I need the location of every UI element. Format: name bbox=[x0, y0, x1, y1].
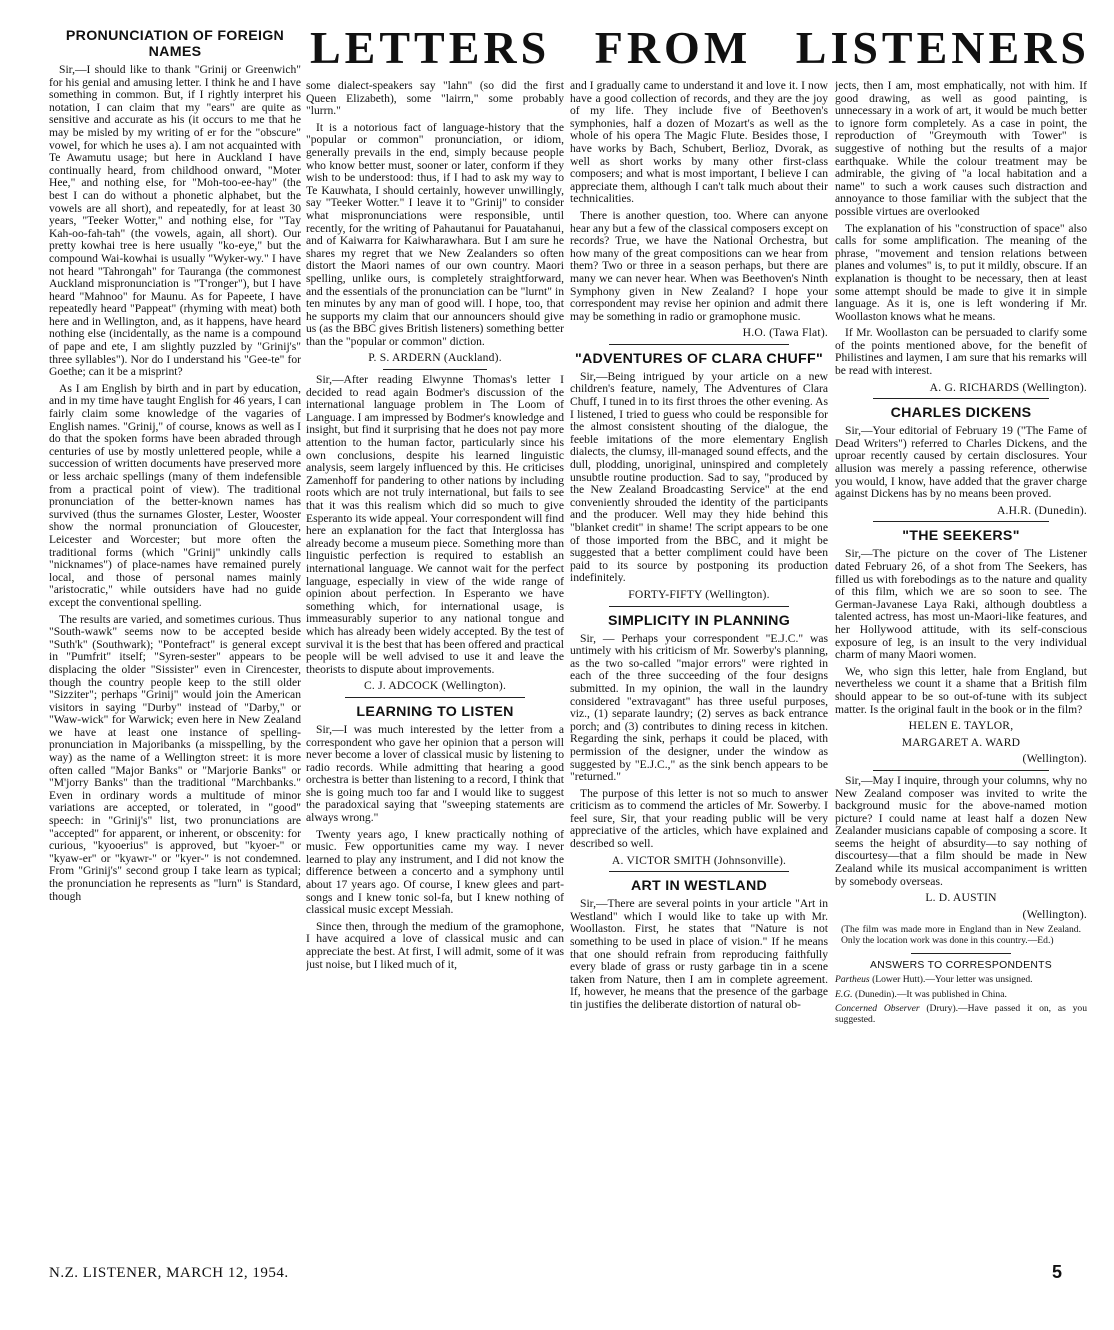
section-heading: "ADVENTURES OF CLARA CHUFF" bbox=[574, 350, 824, 367]
answer-name: Partheus bbox=[835, 974, 870, 986]
masthead-word: FROM bbox=[594, 22, 752, 73]
letter-paragraph: Sir,—I was much interested by the letter from a correspondent who gave her opinion that a person will never become a lover of classical music by listening to radio records. While admitting that hearing a good orchestra is better than listening to a record, I think that she is going much too far and I would like to suggest the paradoxical saying that "sweeping statements are always wrong." bbox=[306, 722, 564, 825]
letter-signature: C. J. ADCOCK (Wellington). bbox=[363, 679, 507, 693]
letter-paragraph: Sir,—After reading Elwynne Thomas's letter I decided to read again Bodmer's discussion of the international language problem in The Loom of Language. I am impressed by Bodmer's knowledge and insight, but find it surprising that he does not pay more attention to the human factor, particularly since his own conclusions, despite his learned linguistic analysis, seem largely influenced by this. He criticises Zamenhoff for pandering to other nations by including roots which are not truly international, but fails to see that it was this realism which did so much to give Esperanto its wide appeal. Your correspondent will find here an explanation for the fact that Interglossa has already become a museum piece. Something more than linguistic perfection is required to establish an international language. We cannot wait for the perfect language, especially in view of the wide range of opinion about perfection. In Esperanto we have something which, for international usage, is immeasurably superior to any national tongue and which has already been widely accepted. By the test of survival it is the best that has been offered and practical people will be well advised to use it and leave the theorists to dispute about improvements. bbox=[306, 373, 564, 676]
answers-heading: ANSWERS TO CORRESPONDENTS bbox=[869, 959, 1053, 971]
divider bbox=[345, 697, 526, 698]
letter-paragraph: Sir,—May I inquire, through your columns, why no New Zealand composer was invited to write the background music for the above-named motion picture? I could name at least half a dozen New Zealander musicians capable of composing a score. It seems the height of absurdity—to say nothing of discourtesy—that a film should be made in New Zealand while its musical accompaniment is written by somebody overseas. bbox=[835, 773, 1087, 888]
letter-signature: A. VICTOR SMITH (Johnsonville). bbox=[611, 853, 787, 867]
letter-paragraph: jects, then I am, most emphatically, not with him. If good drawing, as well as good painting, is unnecessary in a work of art, it would be much better to ignore form completely. As a case in point, the reproduction of "Greymouth with Tower" is suggestive of nothing but the results of a major earthquake. While the colour treatment may be admirable, the giving of "a local habitation and a name" to such a work causes such distraction and annoyance to those familiar with the subject that the possible virtues are overlooked bbox=[835, 80, 1087, 218]
answer-name: Concerned Observer bbox=[835, 1003, 920, 1015]
divider bbox=[609, 344, 790, 345]
letter-signature: FORTY-FIFTY (Wellington). bbox=[628, 587, 770, 601]
letter-paragraph: If Mr. Woollaston can be persuaded to clarify some of the points mentioned above, for the benefit of Philistines and laymen, I am sure that his remarks will be read with interest. bbox=[835, 326, 1087, 378]
letter-paragraph: The purpose of this letter is not so much to answer criticism as to commend the articles of Mr. Sowerby. I feel sure, Sir, that your reading public will be very appreciative of the articles, which have explained and described so well. bbox=[570, 786, 828, 851]
letter-paragraph: As I am English by birth and in part by education, and in my time have taught English for 46 years, I can fairly claim some knowledge of the vagaries of English names. "Grinij," of course, knows as well as I do that the spoken forms have been abraded through centuries of use by mostly unlettered people, while a succession of written documents have preserved more or less archaic spellings (many of them indefensible from a practical point of view). The traditional pronunciation of the better-known names has survived (thus the surnames Gloster, Lester, Wooster show the normal pronunciation of Gloucester, Leicester and Worcester; but more often the traditional forms (which "Grinij" unkindly calls "nicknames") of place-names have remained purely local, and those of personal names mainly "aristocratic," while outsiders have had no guide except the conventional spelling. bbox=[49, 381, 301, 609]
letter-signature: A.H.R. (Dunedin). bbox=[996, 503, 1087, 517]
answer-text: (Lower Hutt).—Your letter was unsigned. bbox=[872, 974, 1033, 986]
divider bbox=[873, 521, 1049, 522]
letter-signature: P. S. ARDERN (Auckland). bbox=[368, 351, 502, 365]
letter-paragraph: Sir,—There are several points in your article "Art in Westland" which I would like to take up with Mr. Woollaston. First, he states that "Nature is not something to be used in place of vision." If he means that one should refrain from reproducing faithfully every blade of grass or rusty garbage tin in a scene taken from Nature, then I am in complete agreement. If, however, he means that the presence of the garbage tin justifies the deliberate distortion of natural ob- bbox=[570, 897, 828, 1011]
letter-signature: (Wellington). bbox=[1022, 752, 1087, 766]
answer-name: E.G. bbox=[835, 988, 853, 1000]
letter-paragraph: The results are varied, and sometimes curious. Thus "South-wawk" seems now to be accepted beside "Suth'k" (Southwark); "Pontefract" is general except in "Pumfrit" itself; "Syren-sester" appears to be displacing the older "Sissister" even in Cirencester, though the country people keep to the still older "Sizziter"; perhaps "Grinij" would join the American visitors in saying "Durby" instead of "Darby," or "Waw-wick" for Warwick; even here in New Zealand we have at least one instance of spelling-pronunciation in Majoribanks (a misspelling, by the way) as the name of a Wellington street: it is more often called "Major Banks" or "Marjorie Banks" or "M'jorry Banks" than the traditional "Marchbanks." Even in ordinary words a multitude of minor variations are accepted, or tolerated, in "good" speech: in "Grinij's" list, two pronunciations are "accepted" for apparent, or inherent, or obscenity: for curious, "kyooerius" is approved, but "kyoer-" or "kyaw-er" or "kyawr-" or "kyer-" is not condemned. From "Grinij's" second group I take learn as typical; the pronunciation he represents as "lurn" is Standard, though bbox=[49, 612, 301, 903]
column-3 bbox=[570, 80, 828, 1260]
column-2 bbox=[306, 80, 564, 1260]
letter-signature: HELEN E. TAYLOR, bbox=[908, 719, 1014, 733]
letter-paragraph: The explanation of his "construction of space" also calls for some amplification. The meaning of the phrase, "movement and tension relations between planes and volumes" is, to put it mildly, obscure. If an explanation is thought to be necessary, then at least some attempt should be made to give it in simple language. As it is, one is left wondering if Mr. Woollaston knows what he means. bbox=[835, 221, 1087, 323]
section-heading: CHARLES DICKENS bbox=[890, 405, 1032, 422]
divider bbox=[383, 369, 486, 370]
answer-text: (Drury).—Have passed it on, as you suggested. bbox=[835, 1003, 1087, 1025]
letter-paragraph: Sir,—Being intrigued by your article on a new children's feature, namely, The Adventures of Clara Chuff, I tuned in to its first throes the other evening. As I listened, I tried to guess who could be responsible for the almost consistent shouting of the dialogue, the feeble imitations of the more elementary English dialects, the clumsy, ill-managed sound effects, and the dull, plodding, unoriginal, uninspired and completely unsubtle routine production. Sad to say, "produced by the New Zealand Broadcasting Service" at the end conveniently shrouded the identity of the participants and the producer. Well may they hide behind this "blanket credit" in shame! The script appears to be one of those imported from the BBC, and it might be suggested that a better compliment could have been paid to its source by postponing its production indefinitely. bbox=[570, 369, 828, 585]
letter-paragraph: Sir,—I should like to thank "Grinij or Greenwich" for his genial and amusing letter. I think he and I have something in common. But, if I rightly interpret his notation, I can claim that my "ears" are quite as sensitive and accurate as his (it occurs to me that he may be misled by my writing of er for the "obscure" vowel, for which he uses a). I am not acquainted with Te Awamutu usage; but here in Auckland I have continually heard, from childhood onward, "Moter Hee," and nothing else, for "Moh-too-ee-hay" (the best I can do without a phonetic alphabet, but the vowels are all short), and repeatedly, for at least 30 years, "Teeker Wotter," and nothing else, for "Tay Kah-oo-fah-tah" (the vowels, again, all short). Our pretty kowhai tree is here usually "ko-eye," but the compound Wai-kowhai is usually "Wyker-wy." I have not heard "Tahrongah" for Tauranga (the commonest Auckland mispronunciation is "T'ronger"), but I have heard "Mahnoo" for Maunu. As for Papeete, I have repeatedly heard "Pappeat" (rhyming with meat) both here and in Wellington, and, as it happens, have heard nothing else (incidentally, as the name is a compound of pape and ete, I am slightly puzzled by "Grinij's" three syllables"). Nor do I understand his "Gee-te" for Goethe; can it be a misprint? bbox=[49, 63, 301, 379]
section-heading: PRONUNCIATION OF FOREIGN NAMES bbox=[65, 28, 285, 60]
section-heading: ART IN WESTLAND bbox=[630, 878, 768, 895]
divider bbox=[873, 770, 1049, 771]
answer-text: (Dunedin).—It was published in China. bbox=[855, 988, 1007, 1000]
masthead-word: LISTENERS bbox=[795, 22, 1090, 73]
letter-paragraph: There is another question, too. Where can anyone hear any but a few of the classical composers except on records? True, we have the National Orchestra, but how many of the great compositions can we hear from them? Two or three in a season perhaps, but there are many we can never hear. When was Beethoven's Ninth Symphony given in New Zealand? I hope your correspondent may revise her opinion and admit there may be something in radio or gramophone music. bbox=[570, 208, 828, 323]
divider bbox=[609, 871, 790, 872]
letter-paragraph: some dialect-speakers say "lahn" (so did the first Queen Elizabeth), some "lairrn," some probably "lurrn." bbox=[306, 80, 564, 118]
letter-paragraph: Sir,—The picture on the cover of The Listener dated February 26, of a shot from The Seekers, has filled us with forebodings as to the nature and quality of this film, which we are so soon to see. The German-Javanese Laya Raki, although doubtless a talented actress, has most un-Maori-like features, and her Hollywood attitude, with its self-conscious exposure of leg, is an insult to the very individual charm of many Maori women. bbox=[835, 547, 1087, 662]
letter-signature: H.O. (Tawa Flat). bbox=[742, 326, 828, 340]
column-4 bbox=[835, 80, 1087, 1260]
masthead-word: LETTERS bbox=[310, 22, 551, 73]
letter-paragraph: Sir, — Perhaps your correspondent "E.J.C." was untimely with his criticism of Mr. Sowerby's planning, as the two so-called "major errors" were righted in each of the three succeeding of the four designs submitted. In my opinion, the wall in the laundry considered "extravagant" has three useful purposes, viz., (1) separate laundry; (2) serves as back entrance porch; and (3) contributes to dining recess in kitchen. Regarding the sink, perhaps it could be placed, with permission of the designer, under the window as suggested by "E.J.C.," as the sink bench appears to be "returned." bbox=[570, 631, 828, 784]
masthead-title bbox=[310, 22, 1090, 74]
column-1 bbox=[49, 28, 301, 1260]
letter-paragraph: Sir,—Your editorial of February 19 ("The Fame of Dead Writers") referred to Charles Dickens, and the uproar recently caused by certain disclosures. Your allusion was merely a passing reference, otherwise you would, I know, have added that the graver charge against Dickens has by no means been proved. bbox=[835, 424, 1087, 501]
letter-signature: A. G. RICHARDS (Wellington). bbox=[929, 380, 1087, 394]
page-number: 5 bbox=[1052, 1262, 1063, 1282]
answer-item bbox=[835, 975, 1087, 986]
answer-item bbox=[835, 990, 1087, 1001]
section-heading: "THE SEEKERS" bbox=[902, 528, 1020, 545]
editor-note: (The film was made more in England than in New Zealand. Only the location work was done in this country.—Ed.) bbox=[841, 924, 1081, 947]
letter-paragraph: We, who sign this letter, hale from England, but nevertheless we count it a shame that a British film should appear to be so out-of-tune with its subject matter. Is the original fault in the book or in the film? bbox=[835, 664, 1087, 716]
issue-footer: N.Z. LISTENER, MARCH 12, 1954. bbox=[49, 1265, 289, 1281]
answer-item bbox=[835, 1004, 1087, 1025]
divider bbox=[911, 953, 1012, 954]
divider bbox=[873, 398, 1049, 399]
letter-signature: MARGARET A. WARD bbox=[901, 735, 1021, 749]
divider bbox=[609, 606, 790, 607]
section-heading: SIMPLICITY IN PLANNING bbox=[607, 612, 791, 629]
letter-signature: (Wellington). bbox=[1022, 907, 1087, 921]
letter-paragraph: It is a notorious fact of language-history that the "popular or common" pronunciation, or idiom, generally prevails in the end, simply because people who know better must, sooner or later, conform if they wish to be understood: thus, if I had to ask my way to Te Kauwhata, I should certainly, however unwillingly, say "Teeker Wotter." I leave it to "Grinij" to consider what mispronunciations were responsible, until recently, for the writing of Pahautanui for Pauatahanui, and of Kaiwarra for Kaiwharawhara. But I am sure he shares my regret that we New Zealanders so often distort the Maori names of our own country. Maori spelling, unlike ours, is completely straightforward, and the essentials of the pronunciation can be "lurnt" in ten minutes by any man of good will. I hope, too, that he supports my claim that our announcers should give us (as the BBC gives British listeners) something better than the "popular or common" diction. bbox=[306, 120, 564, 348]
letter-paragraph: Since then, through the medium of the gramophone, I have acquired a love of classical music and can appreciate the best. At first, I will admit, some of it was just noise, but I liked much of it, bbox=[306, 919, 564, 971]
letter-signature: L. D. AUSTIN bbox=[925, 891, 997, 905]
section-heading: LEARNING TO LISTEN bbox=[356, 703, 514, 720]
letter-paragraph: and I gradually came to understand it and love it. I now have a good collection of records, and they are the joy of my life. They include five of Beethoven's symphonies, half a dozen of Mozart's as well as the whole of his opera The Magic Flute. Besides those, I have works by Bach, Schubert, Berlioz, Dvorak, as well as short works by many other first-class composers; and what is most important, I believe I can appreciate them, although I can't talk much about their technicalities. bbox=[570, 80, 828, 206]
letter-paragraph: Twenty years ago, I knew practically nothing of music. Few opportunities came my way. I never learned to play any instrument, and I did not know the difference between a concerto and a symphony until about 17 years ago. Of course, I knew glees and part-songs and I knew tonic sol-fa, but I knew nothing of classical music except Messiah. bbox=[306, 827, 564, 917]
